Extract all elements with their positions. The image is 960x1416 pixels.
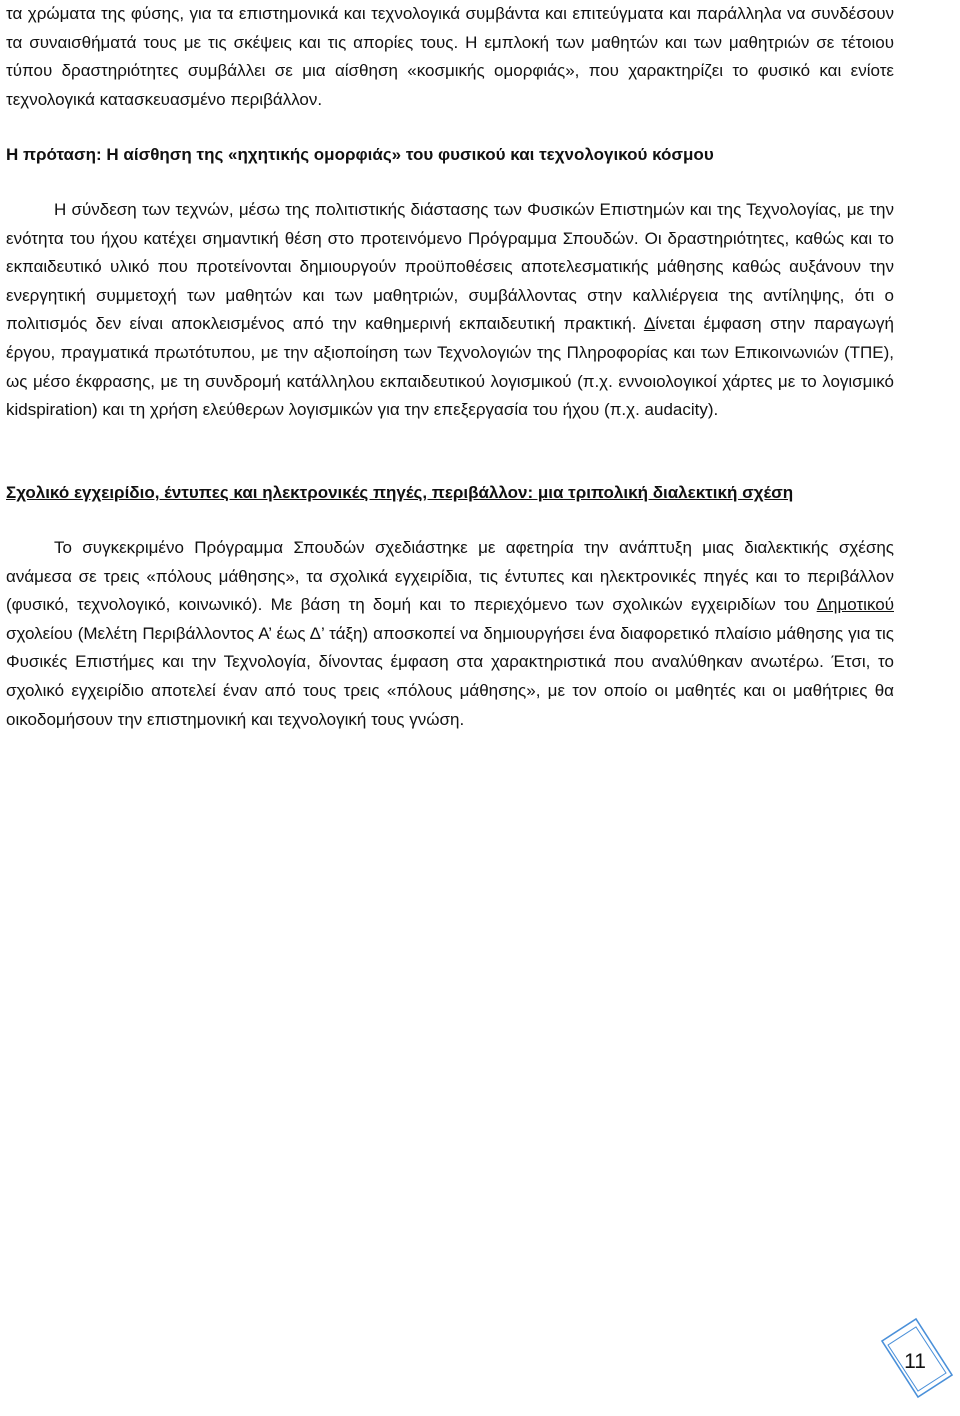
section2-underlined-word: Δημοτικού: [816, 595, 894, 615]
section2-paragraph: [6, 534, 894, 734]
section2-paragraph-part1: Το συγκεκριμένο Πρόγραμμα Σπουδών σχεδιάστηκε με αφετηρία την ανάπτυξη μιας διαλεκτικής σχέσης ανάμεσα σε τρεις «πόλους μάθησης», τα σχολικά εγχειρίδια, τις έντυπες και ηλεκτρονικές πηγές και το περιβάλλον (φυσικό, τεχνολογικό, κοινωνικό). Με βάση τη δομή και το περιεχόμενο των σχολικών εγχειριδίων του: [6, 538, 894, 615]
section2-paragraph-part2: σχολείου (Μελέτη Περιβάλλοντος Α’ έως Δ’ τάξη) αποσκοπεί να δημιουργήσει ένα διαφορετικό πλαίσιο μάθησης για τις Φυσικές Επιστήμες και την Τεχνολογία, δίνοντας έμφαση στα χαρακτηριστικά που αναλύθηκαν ανωτέρω. Έτσι, το σχολικό εγχειρίδιο αποτελεί έναν από τους τρεις «πόλους μάθησης», με τον οποίο οι μαθητές και οι μαθήτριες θα οικοδομήσουν την επιστημονική και τεχνολογική τους γνώση.: [6, 623, 894, 729]
intro-paragraph: τα χρώματα της φύσης, για τα επιστημονικά και τεχνολογικά συμβάντα και επιτεύγματα και παράλληλα να συνδέσουν τα συναισθήματά τους με τις σκέψεις και τις απορίες τους. Η εμπλοκή των μαθητών και των μαθητριών σε τέτοιου τύπου δραστηριότητες συμβάλλει σε μια αίσθηση «κοσμικής ομορφιάς», που χαρακτηρίζει το φυσικό και ενίοτε τεχνολογικά κατασκευασμένο περιβάλλον.: [6, 4, 894, 109]
section1-paragraph-part1: Η σύνδεση των τεχνών, μέσω της πολιτιστικής διάστασης των Φυσικών Επιστημών και της Τεχνολογίας, με την ενότητα του ήχου κατέχει σημαντική θέση στο προτεινόμενο Πρόγραμμα Σπουδών. Οι δραστηριότητες, καθώς και το εκπαιδευτικό υλικό που προτείνονται δημιουργούν προϋποθέσεις αποτελεσματικής μάθησης καθώς αυξάνουν την ενεργητική συμμετοχή των μαθητών και των μαθητριών, συμβάλλοντας στην καλλιέργεια της αντίληψης, ότι ο πολιτισμός δεν είναι αποκλεισμένος από την καθημερινή εκπαιδευτική πρακτική.: [6, 200, 894, 334]
section1-underlined-letter: Δ: [643, 314, 656, 334]
section1-paragraph: [6, 196, 894, 425]
page-number: 11: [904, 1350, 926, 1373]
section-heading-tripolar-relation: Σχολικό εγχειρίδιο, έντυπες και ηλεκτρονικές πηγές, περιβάλλον: μια τριπολική διαλεκτική σχέση: [6, 483, 794, 502]
section1-paragraph-part2: ίνεται έμφαση στην παραγωγή έργου, πραγματικά πρωτότυπου, με την αξιοποίηση των Τεχνολογιών της Πληροφορίας και των Επικοινωνιών (ΤΠΕ), ως μέσο έκφρασης, με τη συνδρομή κατάλληλου εκπαιδευτικού λογισμικού (π.χ. εννοιολογικοί χάρτες με το λογισμικό kidspiration) και τη χρήση ελεύθερων λογισμικών για την επεξεργασία του ήχου (π.χ. audacity).: [6, 314, 894, 420]
section-heading-sound-beauty: Η πρόταση: Η αίσθηση της «ηχητικής ομορφιάς» του φυσικού και τεχνολογικού κόσμου: [6, 145, 714, 164]
page-number-badge: [858, 1317, 954, 1413]
